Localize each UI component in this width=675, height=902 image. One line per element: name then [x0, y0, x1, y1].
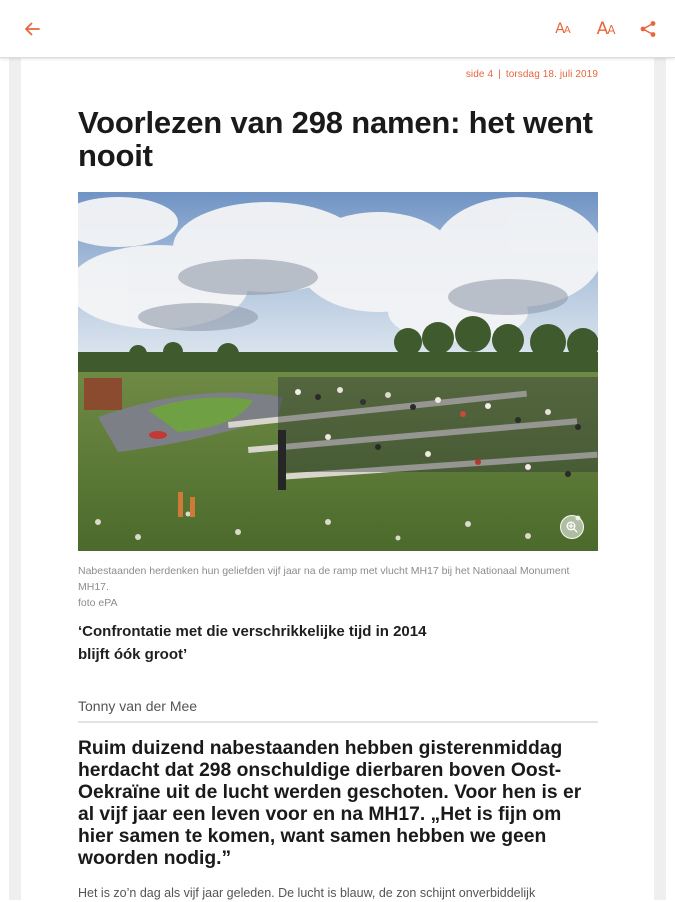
top-toolbar	[0, 0, 675, 58]
page-gutter-right	[654, 57, 666, 900]
font-size-increase-button[interactable]	[588, 0, 624, 57]
zoom-in-icon	[566, 521, 578, 533]
article-author: Tonny van der Mee	[78, 698, 198, 714]
zoom-in-button[interactable]	[560, 515, 584, 539]
photo-credit: foto ePA	[78, 597, 118, 609]
article-photo[interactable]	[78, 192, 598, 551]
memorial-photo-illustration	[78, 192, 598, 551]
font-size-decrease-button[interactable]	[545, 0, 581, 57]
font-size-small-icon: A A	[555, 20, 571, 37]
back-button[interactable]	[14, 0, 50, 57]
author-divider	[78, 721, 598, 723]
share-button[interactable]	[630, 0, 666, 57]
font-size-large-icon: A A	[596, 18, 616, 39]
arrow-left-icon	[23, 20, 41, 38]
article-lead: Ruim duizend nabestaanden hebben gisterenmiddag herdacht dat 298 onschuldige dierbaren boven Oost-Oekraïne uit de lucht werden geschoten. Voor hen is er al vijf jaar een leven voor en na MH17. „Het is fijn om hier samen te komen, want samen hebben we geen woorden nodig.”	[78, 738, 582, 869]
share-icon	[639, 20, 657, 38]
article-meta: side 4 | torsdag 18. juli 2019	[465, 69, 598, 80]
page-gutter-left	[9, 57, 21, 900]
photo-caption: Nabestaanden herdenken hun geliefden vijf jaar na de ramp met vlucht MH17 bij het Nationaal Monument MH17.	[78, 565, 570, 593]
publication-date: torsdag 18. juli 2019	[505, 69, 598, 80]
page-number: side 4	[465, 69, 494, 80]
article-body: Het is zo’n dag als vijf jaar geleden. De lucht is blauw, de zon schijnt onverbiddelijk	[78, 886, 536, 900]
pull-quote: ‘Confrontatie met die verschrikkelijke tijd in 2014 blijft óók groot’	[78, 623, 427, 663]
article-title: Voorlezen van 298 namen: het went nooit	[78, 105, 593, 173]
